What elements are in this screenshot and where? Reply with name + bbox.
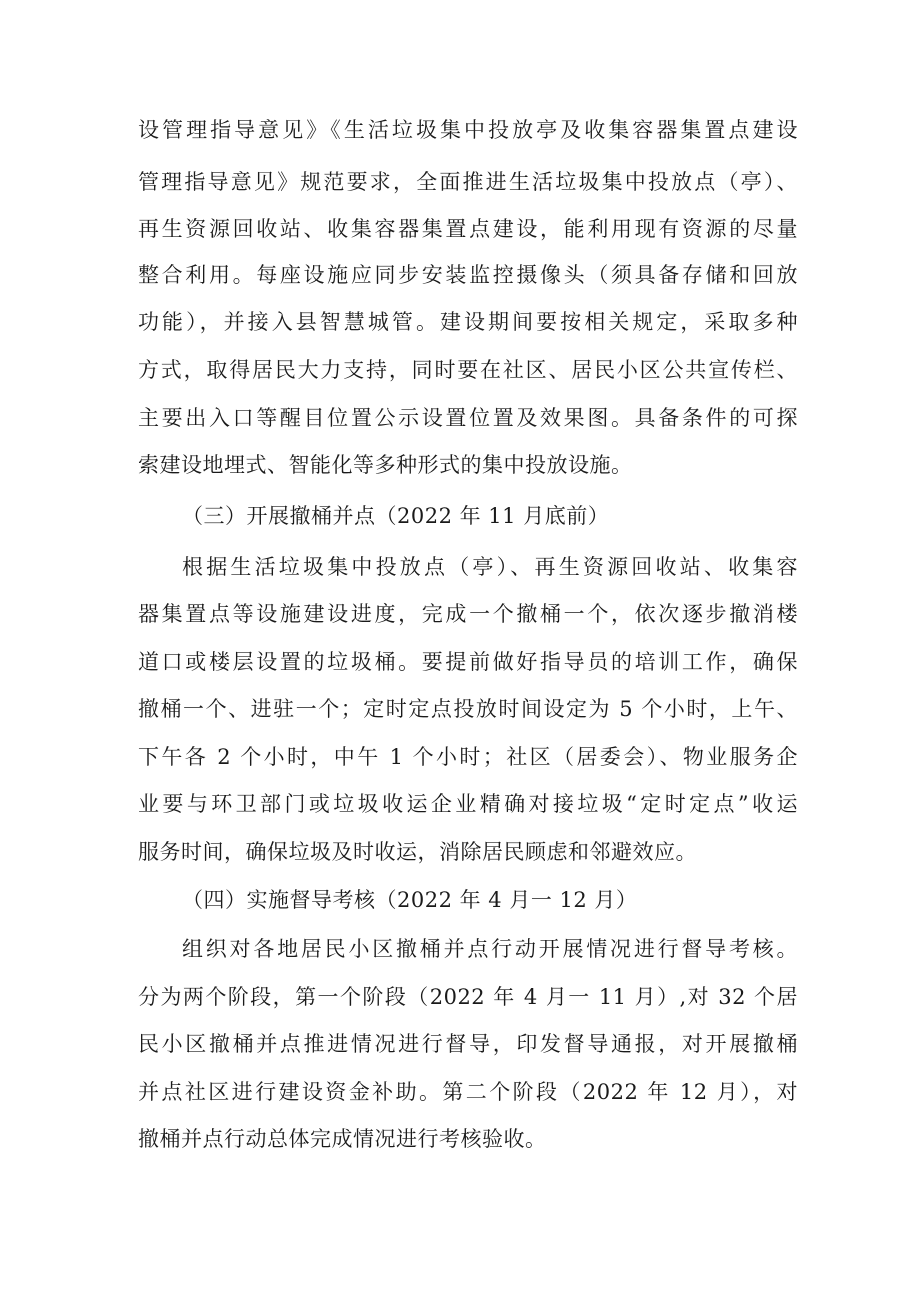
text-line: 组织对各地居民小区撤桶并点行动开展情况进行督导考核。: [182, 937, 798, 961]
text-line: 分为两个阶段，第一个阶段（2022 年 4 月一 11 月）,对 32 个居: [138, 985, 798, 1009]
section-heading-3: （三）开展撤桶并点（2022 年 11 月底前）: [182, 504, 610, 528]
text-line: 下午各 2 个小时，中午 1 个小时；社区（居委会）、物业服务企: [138, 745, 798, 769]
text-line: 索建设地埋式、智能化等多种形式的集中投放设施。: [138, 453, 633, 477]
text-line: 服务时间，确保垃圾及时收运，消除居民顾虑和邻避效应。: [138, 840, 697, 864]
text-line: 再生资源回收站、收集容器集置点建设，能利用现有资源的尽量: [138, 217, 798, 241]
text-line: 功能），并接入县智慧城管。建设期间要按相关规定，采取多种: [138, 310, 798, 334]
text-line: 设管理指导意见》《生活垃圾集中投放亭及收集容器集置点建设: [138, 118, 798, 142]
text-line: 根据生活垃圾集中投放点（亭）、再生资源回收站、收集容: [182, 555, 798, 579]
text-line: 民小区撤桶并点推进情况进行督导，印发督导通报，对开展撤桶: [138, 1032, 798, 1056]
text-line: 撤桶一个、进驻一个；定时定点投放时间设定为 5 个小时，上午、: [138, 697, 798, 721]
section-heading-4: （四）实施督导考核（2022 年 4 月一 12 月）: [182, 888, 638, 912]
text-line: 并点社区进行建设资金补助。第二个阶段（2022 年 12 月），对: [138, 1080, 798, 1104]
text-line: 管理指导意见》规范要求，全面推进生活垃圾集中投放点（亭）、: [138, 170, 798, 194]
text-line: 道口或楼层设置的垃圾桶。要提前做好指导员的培训工作，确保: [138, 650, 798, 674]
text-line: 撤桶并点行动总体完成情况进行考核验收。: [138, 1127, 547, 1151]
text-line: 方式，取得居民大力支持，同时要在社区、居民小区公共宣传栏、: [138, 358, 798, 382]
text-line: 整合利用。每座设施应同步安装监控摄像头（须具备存储和回放: [138, 263, 798, 287]
text-line: 业要与环卫部门或垃圾收运企业精确对接垃圾“定时定点”收运: [138, 792, 798, 816]
text-line: 主要出入口等醒目位置公示设置位置及效果图。具备条件的可探: [138, 406, 798, 430]
text-line: 器集置点等设施建设进度，完成一个撤桶一个，依次逐步撤消楼: [138, 602, 798, 626]
